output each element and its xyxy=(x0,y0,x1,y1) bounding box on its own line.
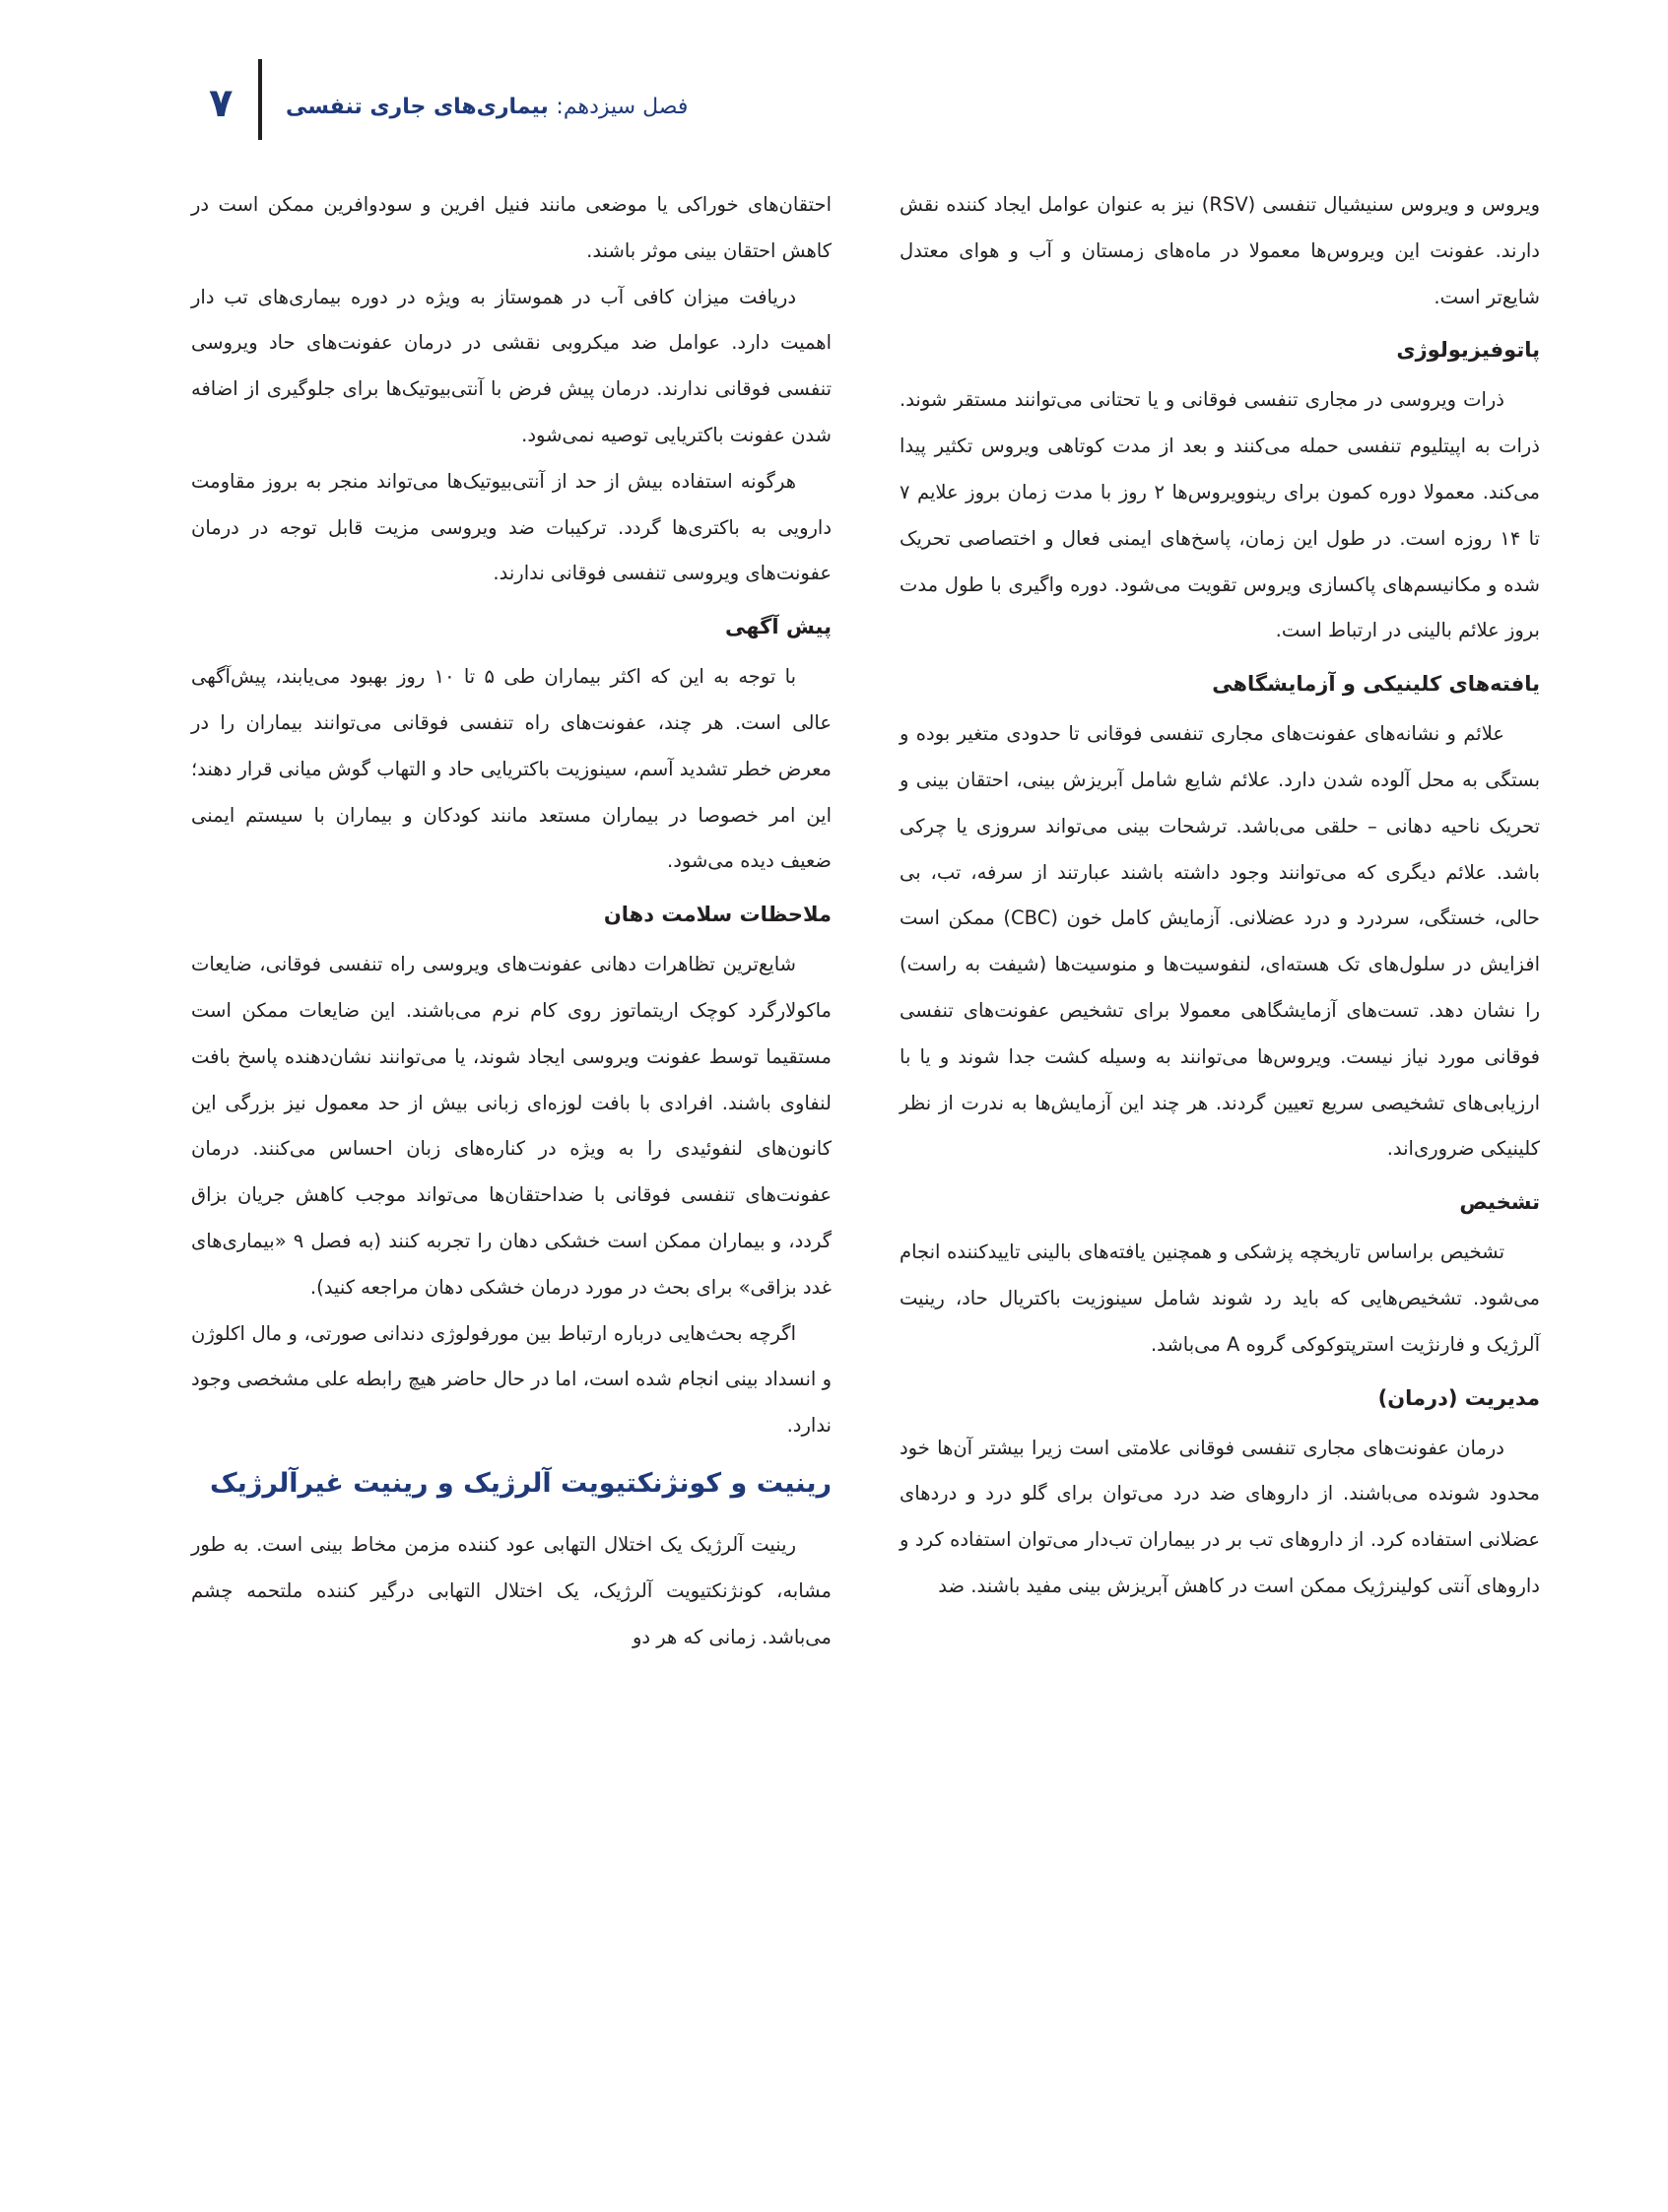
rhinitis-paragraph: رینیت آلرژیک یک اختلال التهابی عود کننده مزمن مخاط بینی است. به طور مشابه، کونژنکتیویت آلرژیک، یک اختلال التهابی درگیر کننده ملتحمه چشم می‌باشد. زمانی که هر دو xyxy=(191,1532,832,1648)
pathophysiology-heading: پاتوفیزیولوژی xyxy=(1396,338,1540,363)
rhinitis-heading: رینیت و کونژنکتیویت آلرژیک و رینیت غیرآلرژیک xyxy=(210,1467,832,1499)
management-heading: مدیریت (درمان) xyxy=(1377,1385,1540,1410)
page-number: ۷ xyxy=(209,81,234,126)
chapter-title xyxy=(286,95,688,119)
oral-health-paragraph-2: اگرچه بحث‌هایی درباره ارتباط بین مورفولوژی دندانی صورتی، و مال اکلوژن و انسداد بینی انجام شده است، اما در حال حاضر هیچ رابطه علی مشخصی وجود ندارد. xyxy=(191,1321,832,1438)
chapter-name: بیماری‌های جاری تنفسی xyxy=(286,95,549,119)
prognosis-paragraph: با توجه به این که اکثر بیماران طی ۵ تا ۱۰ روز بهبود می‌یابند، پیش‌آگهی عالی است. هر چند، عفونت‌های راه تنفسی فوقانی می‌توانند بیماران را در معرض خطر تشدید آسم، سینوزیت باکتریایی حاد و التهاب گوش میانی قرار دهند؛ این امر خصوصا در بیماران مستعد مانند کودکان و بیماران با سیستم ایمنی ضعیف دیده می‌شود. xyxy=(191,665,832,873)
page-header xyxy=(187,59,1547,148)
right-column xyxy=(900,182,1540,1610)
chapter-label: فصل سیزدهم: xyxy=(556,95,689,119)
antibiotics-paragraph: هرگونه استفاده بیش از حد از آنتی‌بیوتیک‌ها می‌تواند منجر به بروز مقاومت دارویی به باکتری‌ها گردد. ترکیبات ضد ویروسی مزیت قابل توجه در درمان عفونت‌های ویروسی تنفسی فوقانی ندارند. xyxy=(191,469,832,585)
diagnosis-paragraph: تشخیص براساس تاریخچه پزشکی و همچنین یافته‌های بالینی تاییدکننده انجام می‌شود. تشخیص‌هایی که باید رد شوند شامل سینوزیت باکتریال حاد، رینیت آلرژیک و فارنژیت استرپتوکوکی گروه A می‌باشد. xyxy=(900,1240,1540,1356)
oral-health-paragraph-1: شایع‌ترین تظاهرات دهانی عفونت‌های ویروسی راه تنفسی فوقانی، ضایعات ماکولارگرد کوچک اریتماتوز روی کام نرم می‌باشند. این ضایعات ممکن است مستقیما توسط عفونت ویروسی ایجاد شوند، یا می‌توانند نشان‌دهنده پاسخ بافت لنفاوی باشند. افرادی با بافت لوزه‌ای زبانی بیش از حد معمول نیز بزرگی این کانون‌های لنفوئیدی را به ویژه در کناره‌های زبان احساس می‌کنند. درمان عفونت‌های تنفسی فوقانی با ضداحتقان‌ها می‌تواند موجب کاهش جریان بزاق گردد، و بیماران ممکن است خشکی دهان را تجربه کنند (به فصل ۹ «بیماری‌های غدد بزاقی» برای بحث در مورد درمان خشکی دهان مراجعه کنید). xyxy=(191,953,833,1299)
management-paragraph: درمان عفونت‌های مجاری تنفسی فوقانی علامتی است زیرا بیشتر آن‌ها خود محدود شونده می‌باشند. از داروهای ضد درد می‌توان برای گلو درد و دردهای عضلانی استفاده کرد. از داروهای تب بر در بیماران تب‌دار می‌توان استفاده کرد و داروهای آنتی کولینرژیک ممکن است در کاهش آبریزش بینی مفید باشند. ضد xyxy=(900,1436,1540,1597)
oral-health-heading: ملاحظات سلامت دهان xyxy=(603,903,832,927)
prognosis-heading: پیش آگهی xyxy=(725,615,832,639)
management-continued-paragraph: احتقان‌های خوراکی یا موضعی مانند فنیل افرین و سودوافرین ممکن است در کاهش احتقان بینی موثر باشند. xyxy=(191,193,832,262)
left-column xyxy=(191,182,832,1660)
clinical-findings-heading: یافته‌های کلینیکی و آزمایشگاهی xyxy=(1212,672,1540,697)
intro-paragraph: ویروس و ویروس سنیشیال تنفسی (RSV) نیز به عنوان عوامل ایجاد کننده نقش دارند. عفونت این ویروس‌ها معمولا در ماه‌های زمستان و آب و هوای معتدل شایع‌تر است. xyxy=(900,193,1540,308)
water-intake-paragraph: دریافت میزان کافی آب در هموستاز به ویژه در دوره بیماری‌های تب دار اهمیت دارد. عوامل ضد میکروبی نقشی در درمان عفونت‌های حاد ویروسی تنفسی فوقانی ندارند. درمان پیش فرض با آنتی‌بیوتیک‌ها برای جلوگیری از اضافه شدن عفونت باکتریایی توصیه نمی‌شود. xyxy=(191,285,832,446)
diagnosis-heading: تشخیص xyxy=(1459,1190,1540,1215)
pathophysiology-paragraph: ذرات ویروسی در مجاری تنفسی فوقانی و یا تحتانی می‌توانند مستقر شوند. ذرات به اپیتلیوم تنفسی حمله می‌کنند و بعد از مدت کوتاهی ویروس تکثیر پیدا می‌کند. معمولا دوره کمون برای رینوویروس‌ها ۲ روز با مدت زمان بروز علایم ۷ تا ۱۴ روزه است. در طول این زمان، پاسخ‌های ایمنی فعال و اختصاصی تحریک شده و مکانیسم‌های پاکسازی ویروس تقویت می‌شود. دوره واگیری با طول مدت بروز علائم بالینی در ارتباط است. xyxy=(900,388,1540,642)
clinical-findings-paragraph: علائم و نشانه‌های عفونت‌های مجاری تنفسی فوقانی تا حدودی متغیر بوده و بستگی به محل آلوده شدن دارد. علائم شایع شامل آبریزش بینی، احتقان بینی و تحریک ناحیه دهانی – حلقی می‌باشد. ترشحات بینی می‌تواند سروزی یا چرکی باشد. علائم دیگری که می‌توانند وجود داشته باشند عبارتند از سرفه، تب، بی حالی، خستگی، سردرد و درد عضلانی. آزمایش کامل خون (CBC) ممکن است افزایش در سلول‌های تک هسته‌ای، لنفوسیت‌ها و منوسیت‌ها (شیفت به راست) را نشان دهد. تست‌های آزمایشگاهی معمولا برای تشخیص عفونت‌های تنفسی فوقانی مورد نیاز نیست. ویروس‌ها می‌توانند به وسیله کشت جدا شوند و یا با ارزیابی‌های تشخیصی سریع تعیین گردند. هر چند این آزمایش‌ها به ندرت از نظر کلینیکی ضروری‌اند. xyxy=(900,722,1540,1161)
header-divider xyxy=(258,59,262,140)
